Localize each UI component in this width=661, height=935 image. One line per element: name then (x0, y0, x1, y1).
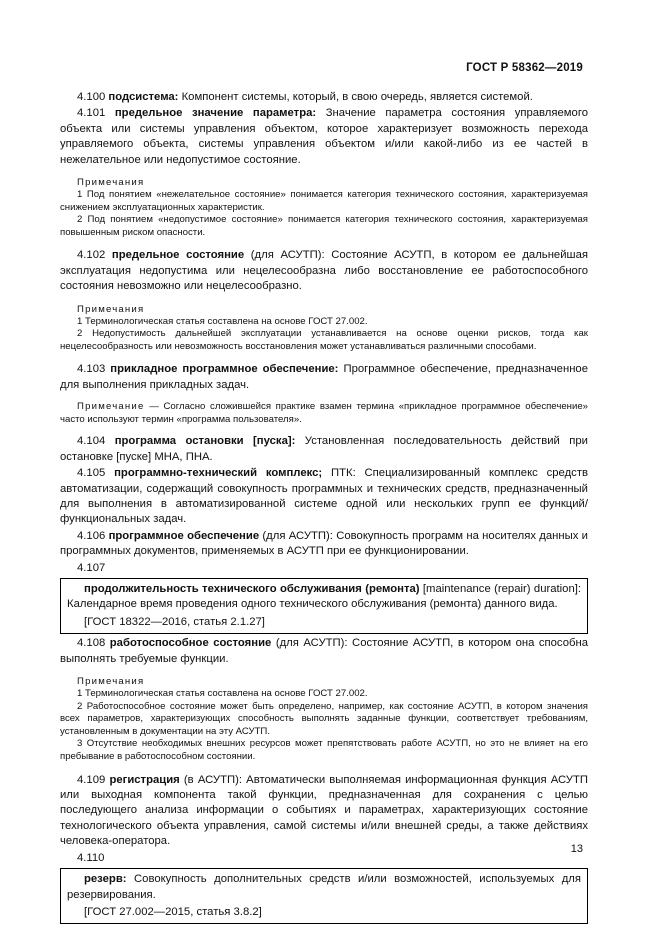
term-4-103 (60, 362, 588, 393)
notes-heading: Примечания (77, 177, 145, 189)
term-title: предельное состояние (111, 249, 245, 262)
notes-4-102 (60, 303, 588, 354)
term-title: программа остановки [пуска]: (114, 435, 296, 448)
note-2: 2 Работоспособное состояние может быть определено, например, как состояние АСУТП, в котором значения всех параметров, характеризующих способность выполнять заданные функции, соответствует требованиям, установленным в документации на эту АСУТП. (60, 700, 588, 737)
term-number-4-110: 4.110 (77, 851, 105, 864)
term-number: 4.109 (77, 773, 110, 786)
notes-heading: Примечания (77, 676, 145, 688)
term-4-109 (60, 773, 588, 850)
term-definition: ПТК: Специализированный комплекс средств автоматизации, содержащий совокупность программных и технических средств, предназначенный для выполнения в автоматизированной системе одной или нескольких групп ее функций/функциональных задач. (60, 467, 588, 526)
term-definition: Компонент системы, который, в свою очередь, является системой. (178, 91, 533, 103)
note-1: 1 Терминологическая статья составлена на основе ГОСТ 27.002. (77, 315, 368, 327)
term-definition: Совокупность дополнительных средств и/или возможностей, используемых для резервирования. (67, 873, 581, 901)
note-label: Примечание (77, 401, 145, 413)
notes-heading: Примечания (77, 303, 145, 315)
term-definition: Установленная последовательность действий при остановке [пуске] МНА, ПНА. (60, 435, 588, 463)
note-2: 2 Недопустимость дальнейшей эксплуатации устанавливается на основе оценки рисков, тогда как нецелесообразность или невозможность восстановления может устанавливаться различными способами. (60, 328, 588, 352)
page-number: 13 (570, 843, 583, 855)
note-1: 1 Под понятием «нежелательное состояние» понимается категория технического состояния, характеризуемая снижением эксплуатационных характеристик. (60, 189, 588, 213)
term-number-4-107: 4.107 (77, 561, 106, 574)
document-body (60, 90, 588, 926)
note-2: 2 Под понятием «недопустимое состояние» понимается категория технического состояния, характеризуемая повышенным риском опасности. (60, 214, 588, 238)
term-number: 4.103 (77, 363, 111, 376)
note-4-103 (60, 401, 588, 426)
term-number: 4.102 (77, 249, 112, 262)
term-definition: (в АСУТП): Автоматически выполняемая информационная функция АСУТП или выходная компонента такой функции, предназначенная для сохранения с целью последующего анализа информации о событиях и параметрах, характеризующих состояние технологического объекта управления, самой системы и/или внешней среды, а также действиях человека-оператора. (60, 773, 588, 848)
note-3: 3 Отсутствие необходимых внешних ресурсов может препятствовать работе АСУТП, но это не влияет на его пребывание в работоспособном состоянии. (60, 738, 588, 763)
boxed-term-4-107 (60, 578, 588, 634)
term-title: продолжительность технического обслуживания (ремонта) (84, 583, 420, 596)
notes-4-101 (60, 176, 588, 239)
term-4-108 (60, 636, 588, 667)
source-reference: [ГОСТ 18322—2016, статья 2.1.27] (84, 615, 265, 628)
term-4-104 (60, 434, 588, 465)
term-4-102 (60, 248, 588, 294)
term-4-105 (60, 466, 588, 528)
boxed-definition (67, 582, 581, 613)
note-1: 1 Терминологическая статья составлена на основе ГОСТ 27.002. (77, 688, 368, 700)
term-definition: [maintenance (repair) duration]: Календарное время проведения одного технического обслуживания (ремонта) данного вида. (67, 583, 582, 611)
boxed-term-4-110 (60, 868, 588, 924)
term-title: программно-технический комплекс; (114, 467, 323, 480)
term-definition: Программное обеспечение, предназначенное для выполнения прикладных задач. (60, 363, 588, 391)
term-definition: (для АСУТП): Состояние АСУТП, в котором ее дальнейшая эксплуатация недопустима или нецелесообразна либо восстановление ее работоспособного состояния невозможно или нецелесообразно. (60, 249, 588, 293)
term-number: 4.104 (77, 435, 115, 448)
term-number: 4.101 (77, 107, 115, 120)
term-number: 4.108 (77, 637, 110, 650)
term-definition: Значение параметра состояния управляемого объекта или системы управления объектом, которое характеризует возможность перехода управляемого объекта, системы управления объектом и/или какой-либо из ее частей в нежелательное или недопустимое состояние. (60, 107, 588, 166)
term-title: подсистема: (108, 91, 179, 103)
boxed-definition (67, 872, 581, 903)
term-4-100 (60, 90, 588, 105)
term-title: работоспособное состояние (109, 637, 272, 650)
document-code: ГОСТ Р 58362—2019 (466, 62, 583, 74)
notes-4-108 (60, 675, 588, 764)
term-number: 4.106 (77, 529, 109, 542)
term-number: 4.100 (77, 91, 109, 103)
term-title: предельное значение параметра: (114, 107, 317, 120)
term-4-106 (60, 529, 588, 560)
source-reference: [ГОСТ 27.002—2015, статья 3.8.2] (84, 905, 262, 918)
term-4-101 (60, 106, 588, 168)
term-definition: (для АСУТП): Совокупность программ на носителях данных и программных документов, применяемых в АСУТП при ее функционировании. (60, 529, 588, 558)
term-title: программное обеспечение (108, 529, 260, 542)
term-title: регистрация (109, 773, 180, 786)
term-definition: (для АСУТП): Состояние АСУТП, в котором она способна выполнять требуемые функции. (60, 637, 588, 665)
term-title: прикладное программное обеспечение: (110, 363, 339, 376)
term-number: 4.105 (77, 467, 115, 480)
note-text: — Согласно сложившейся практике взамен термина «прикладное программное обеспечение» часто используют термин «программа пользователя». (60, 401, 588, 425)
term-title: резерв: (84, 873, 127, 886)
